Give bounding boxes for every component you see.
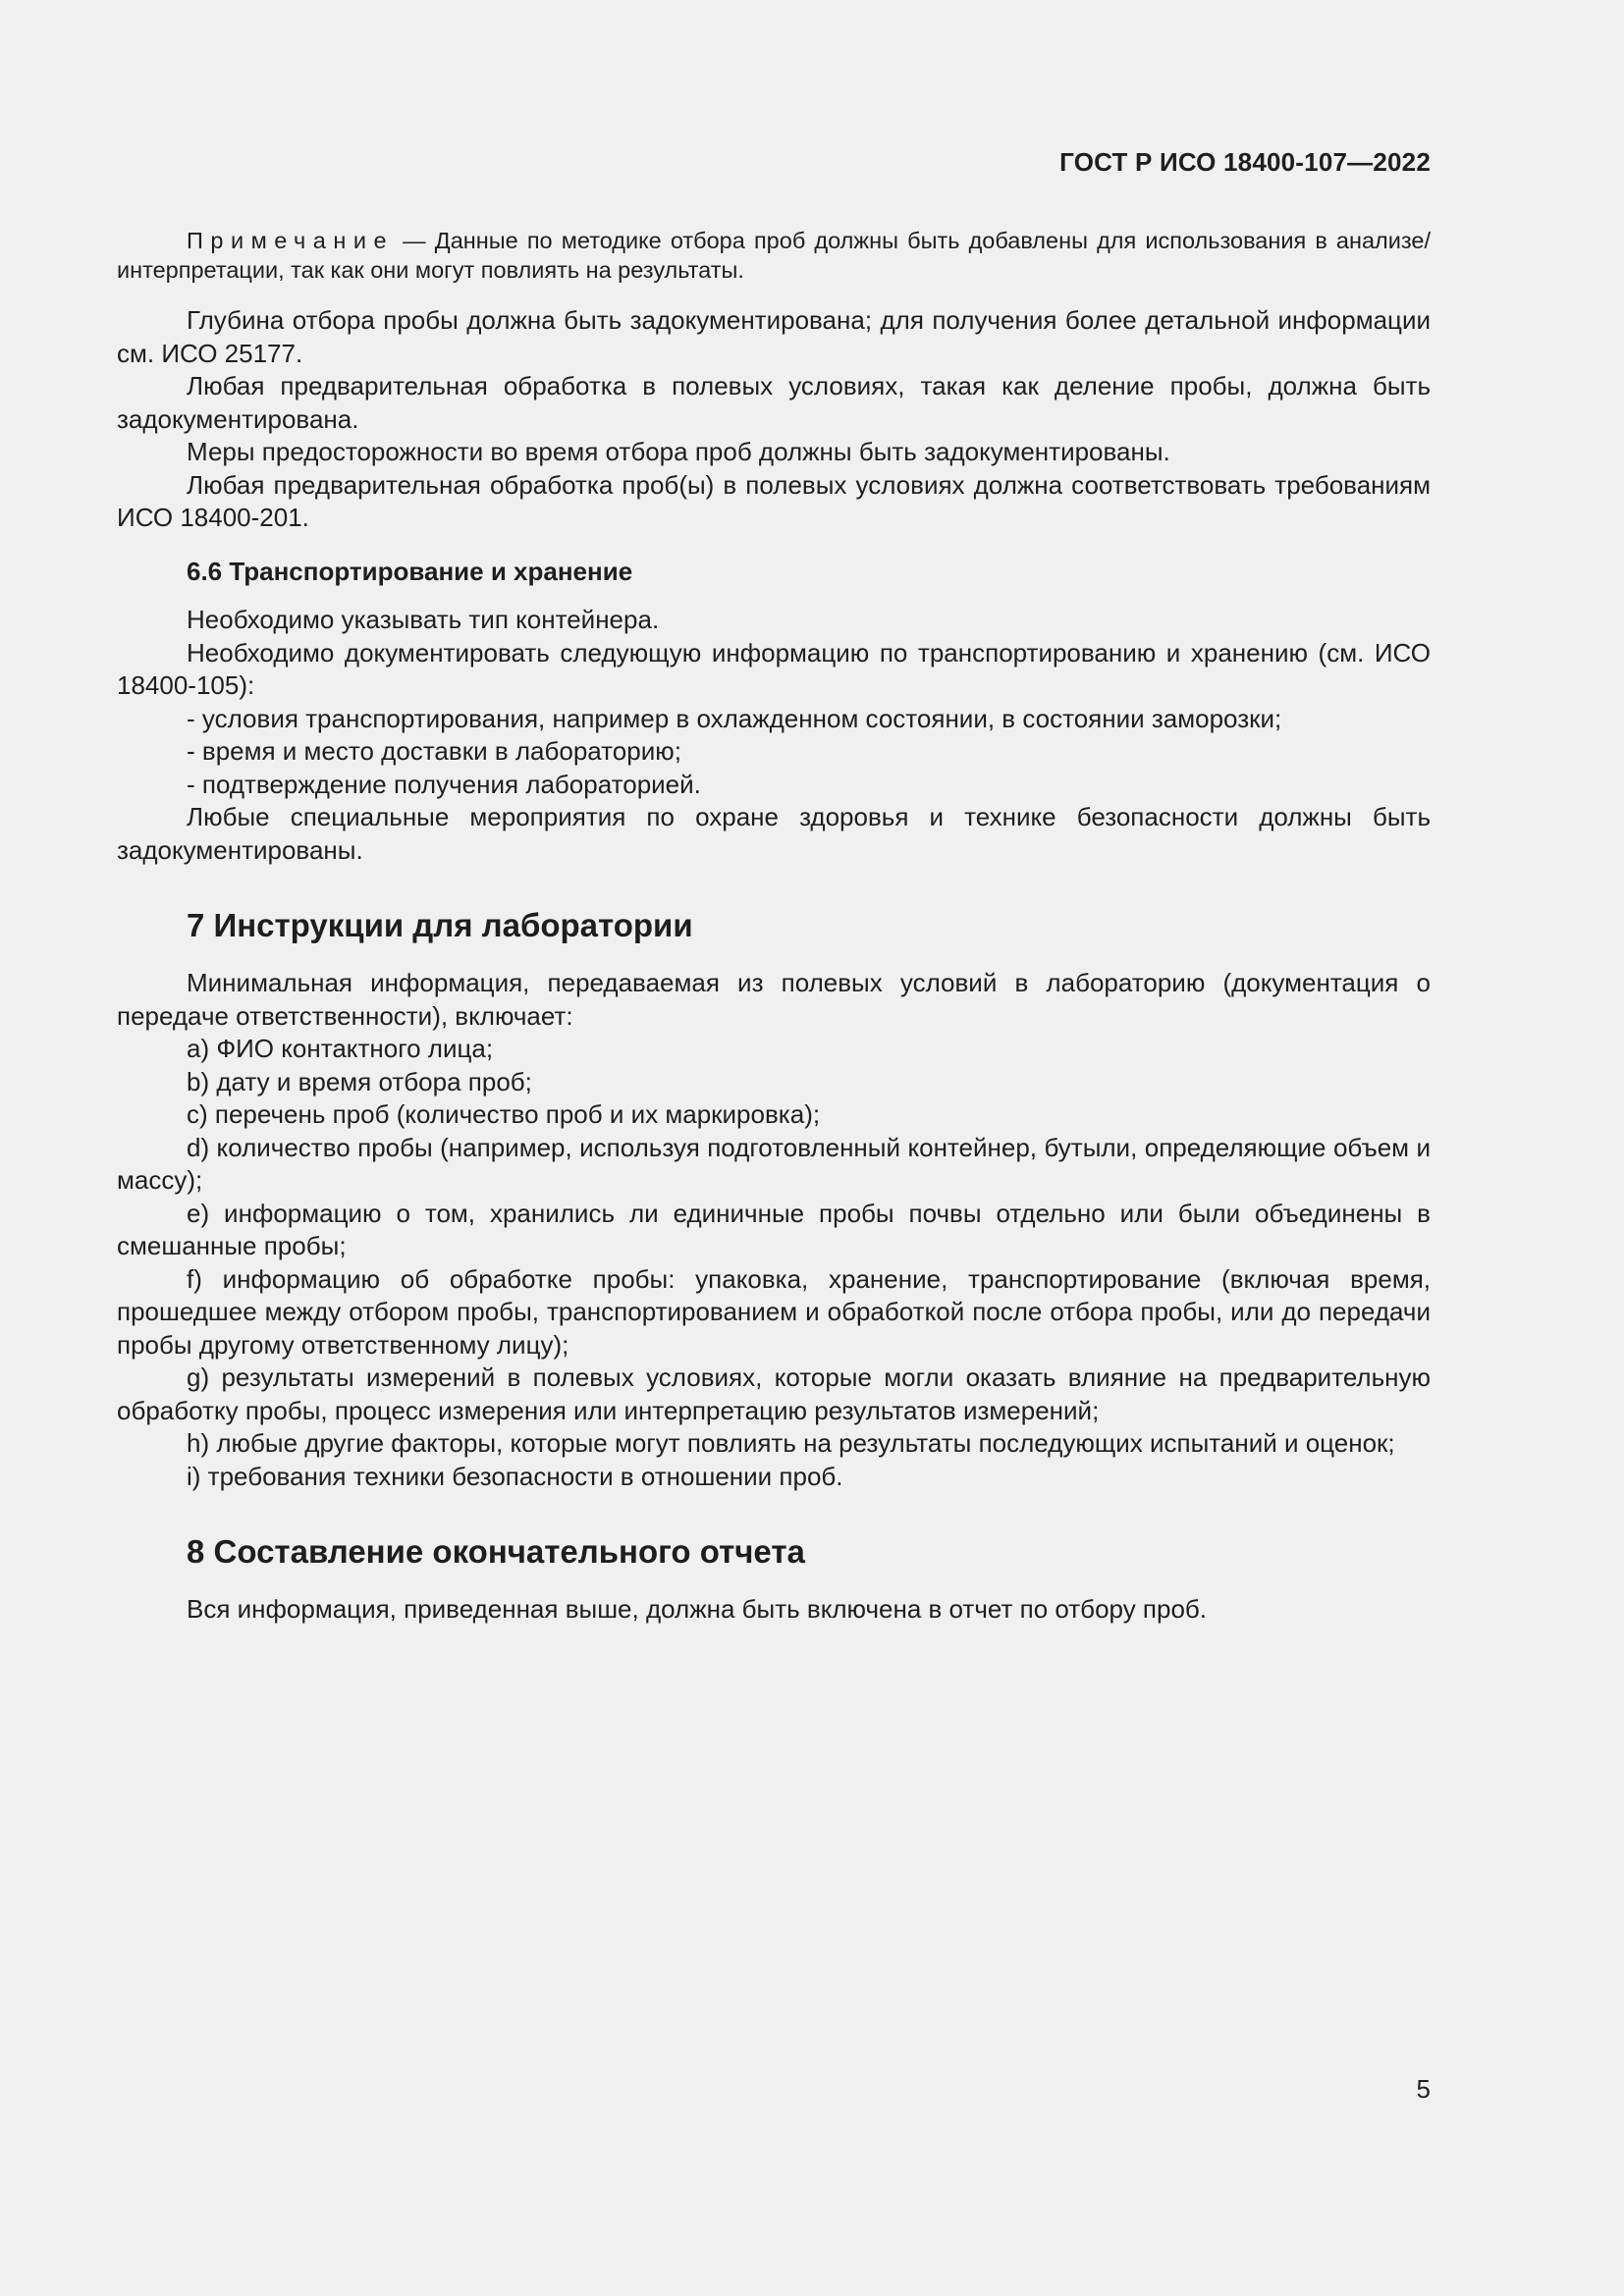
list-item: - подтверждение получения лабораторией. xyxy=(187,769,701,799)
note-paragraph xyxy=(117,226,1431,285)
paragraph-transport-info: Необходимо документировать следующую информацию по транспортированию и хранению (см. ИСО 18400-105): xyxy=(117,637,1431,700)
heading-6-6: 6.6 Транспортирование и хранение xyxy=(187,556,633,586)
list-item-f: f) информацию об обработке пробы: упаковка, хранение, транспортирование (включая время, прошедшее между отбором пробы, транспортированием и обработкой после отбора пробы, или до передачи пробы другому ответственному лицу); xyxy=(117,1263,1431,1360)
list-item: - условия транспортирования, например в охлажденном состоянии, в состоянии заморозки; xyxy=(187,703,1282,733)
document-id-header: ГОСТ Р ИСО 18400-107—2022 xyxy=(1059,147,1431,177)
note-label: Примечание xyxy=(187,228,395,253)
list-item-g: g) результаты измерений в полевых условиях, которые могли оказать влияние на предварительную обработку пробы, процесс измерения или интерпретацию результатов измерений; xyxy=(117,1362,1431,1425)
list-item-i: i) требования техники безопасности в отношении проб. xyxy=(187,1461,843,1491)
list-item-e: e) информацию о том, хранились ли единичные пробы почвы отдельно или были объединены в смешанные пробы; xyxy=(117,1198,1431,1260)
paragraph-pretreatment-requirements: Любая предварительная обработка проб(ы) в полевых условиях должна соответствовать требованиям ИСО 18400-201. xyxy=(117,469,1431,532)
heading-section-7: 7 Инструкции для лаборатории xyxy=(187,907,693,943)
note-dash: — xyxy=(394,228,435,253)
list-item-c: c) перечень проб (количество проб и их маркировка); xyxy=(187,1099,821,1129)
list-item-h: h) любые другие факторы, которые могут повлиять на результаты последующих испытаний и оценок; xyxy=(187,1428,1395,1458)
list-item-a: a) ФИО контактного лица; xyxy=(187,1034,494,1063)
page-number: 5 xyxy=(1416,2074,1431,2104)
page-body xyxy=(117,226,1431,1627)
heading-section-8: 8 Составление окончательного отчета xyxy=(187,1533,805,1570)
paragraph-lab-intro: Минимальная информация, передаваемая из полевых условий в лабораторию (документация о передаче ответственности), включает: xyxy=(117,968,1431,1031)
paragraph-precautions: Меры предосторожности во время отбора проб должны быть задокументированы. xyxy=(187,437,1170,466)
paragraph-final-report: Вся информация, приведенная выше, должна быть включена в отчет по отбору проб. xyxy=(187,1594,1208,1624)
list-item-b: b) дату и время отбора проб; xyxy=(187,1066,532,1096)
note-text: Данные по методике отбора проб должны быть добавлены для использования в анализе/интерпретации, так как они могут повлиять на результаты. xyxy=(117,228,1431,283)
paragraph-field-pretreatment: Любая предварительная обработка в полевых условиях, такая как деление пробы, должна быть задокументирована. xyxy=(117,371,1431,434)
list-item: - время и место доставки в лабораторию; xyxy=(187,736,681,766)
list-item-d: d) количество пробы (например, используя подготовленный контейнер, бутыли, определяющие объем и массу); xyxy=(117,1132,1431,1195)
paragraph-safety-measures: Любые специальные мероприятия по охране здоровья и технике безопасности должны быть задокументированы. xyxy=(117,802,1431,865)
paragraph-container-type: Необходимо указывать тип контейнера. xyxy=(187,605,660,634)
paragraph-sampling-depth: Глубина отбора пробы должна быть задокументирована; для получения более детальной информации см. ИСО 25177. xyxy=(117,305,1431,368)
